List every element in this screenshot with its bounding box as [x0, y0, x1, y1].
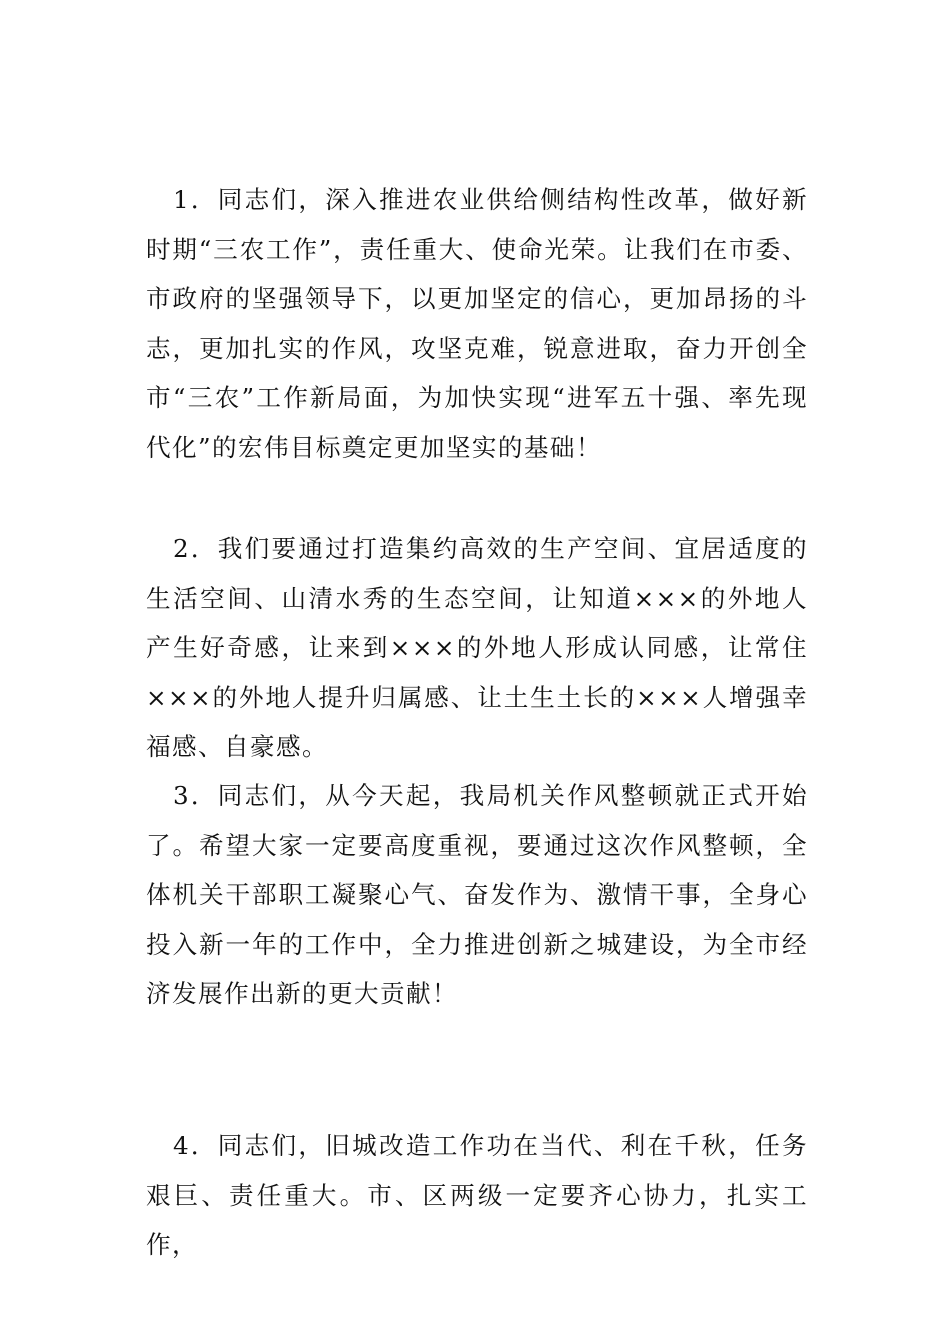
paragraph-2: 2．我们要通过打造集约高效的生产空间、宜居适度的生活空间、山清水秀的生态空间，让知道×××的外地人产生好奇感，让来到×××的外地人形成认同感，让常住×××的外地人提升归属感、让土生土长的×××人增强幸福感、自豪感。 [146, 534, 808, 762]
paragraph-1: 1．同志们，深入推进农业供给侧结构性改革，做好新时期“三农工作”，责任重大、使命光荣。让我们在市委、市政府的坚强领导下，以更加坚定的信心，更加昂扬的斗志，更加扎实的作风，攻坚克难，锐意进取，奋力开创全市“三农”工作新局面，为加快实现“进军五十强、率先现代化”的宏伟目标奠定更加坚实的基础！ [146, 185, 808, 462]
paragraph-3: 3．同志们，从今天起，我局机关作风整顿就正式开始了。希望大家一定要高度重视，要通过这次作风整顿，全体机关干部职工凝聚心气、奋发作为、激情干事，全身心投入新一年的工作中，全力推进创新之城建设，为全市经济发展作出新的更大贡献！ [146, 781, 808, 1009]
paragraph-4: 4．同志们，旧城改造工作功在当代、利在千秋，任务艰巨、责任重大。市、区两级一定要齐心协力，扎实工作， [146, 1131, 808, 1260]
